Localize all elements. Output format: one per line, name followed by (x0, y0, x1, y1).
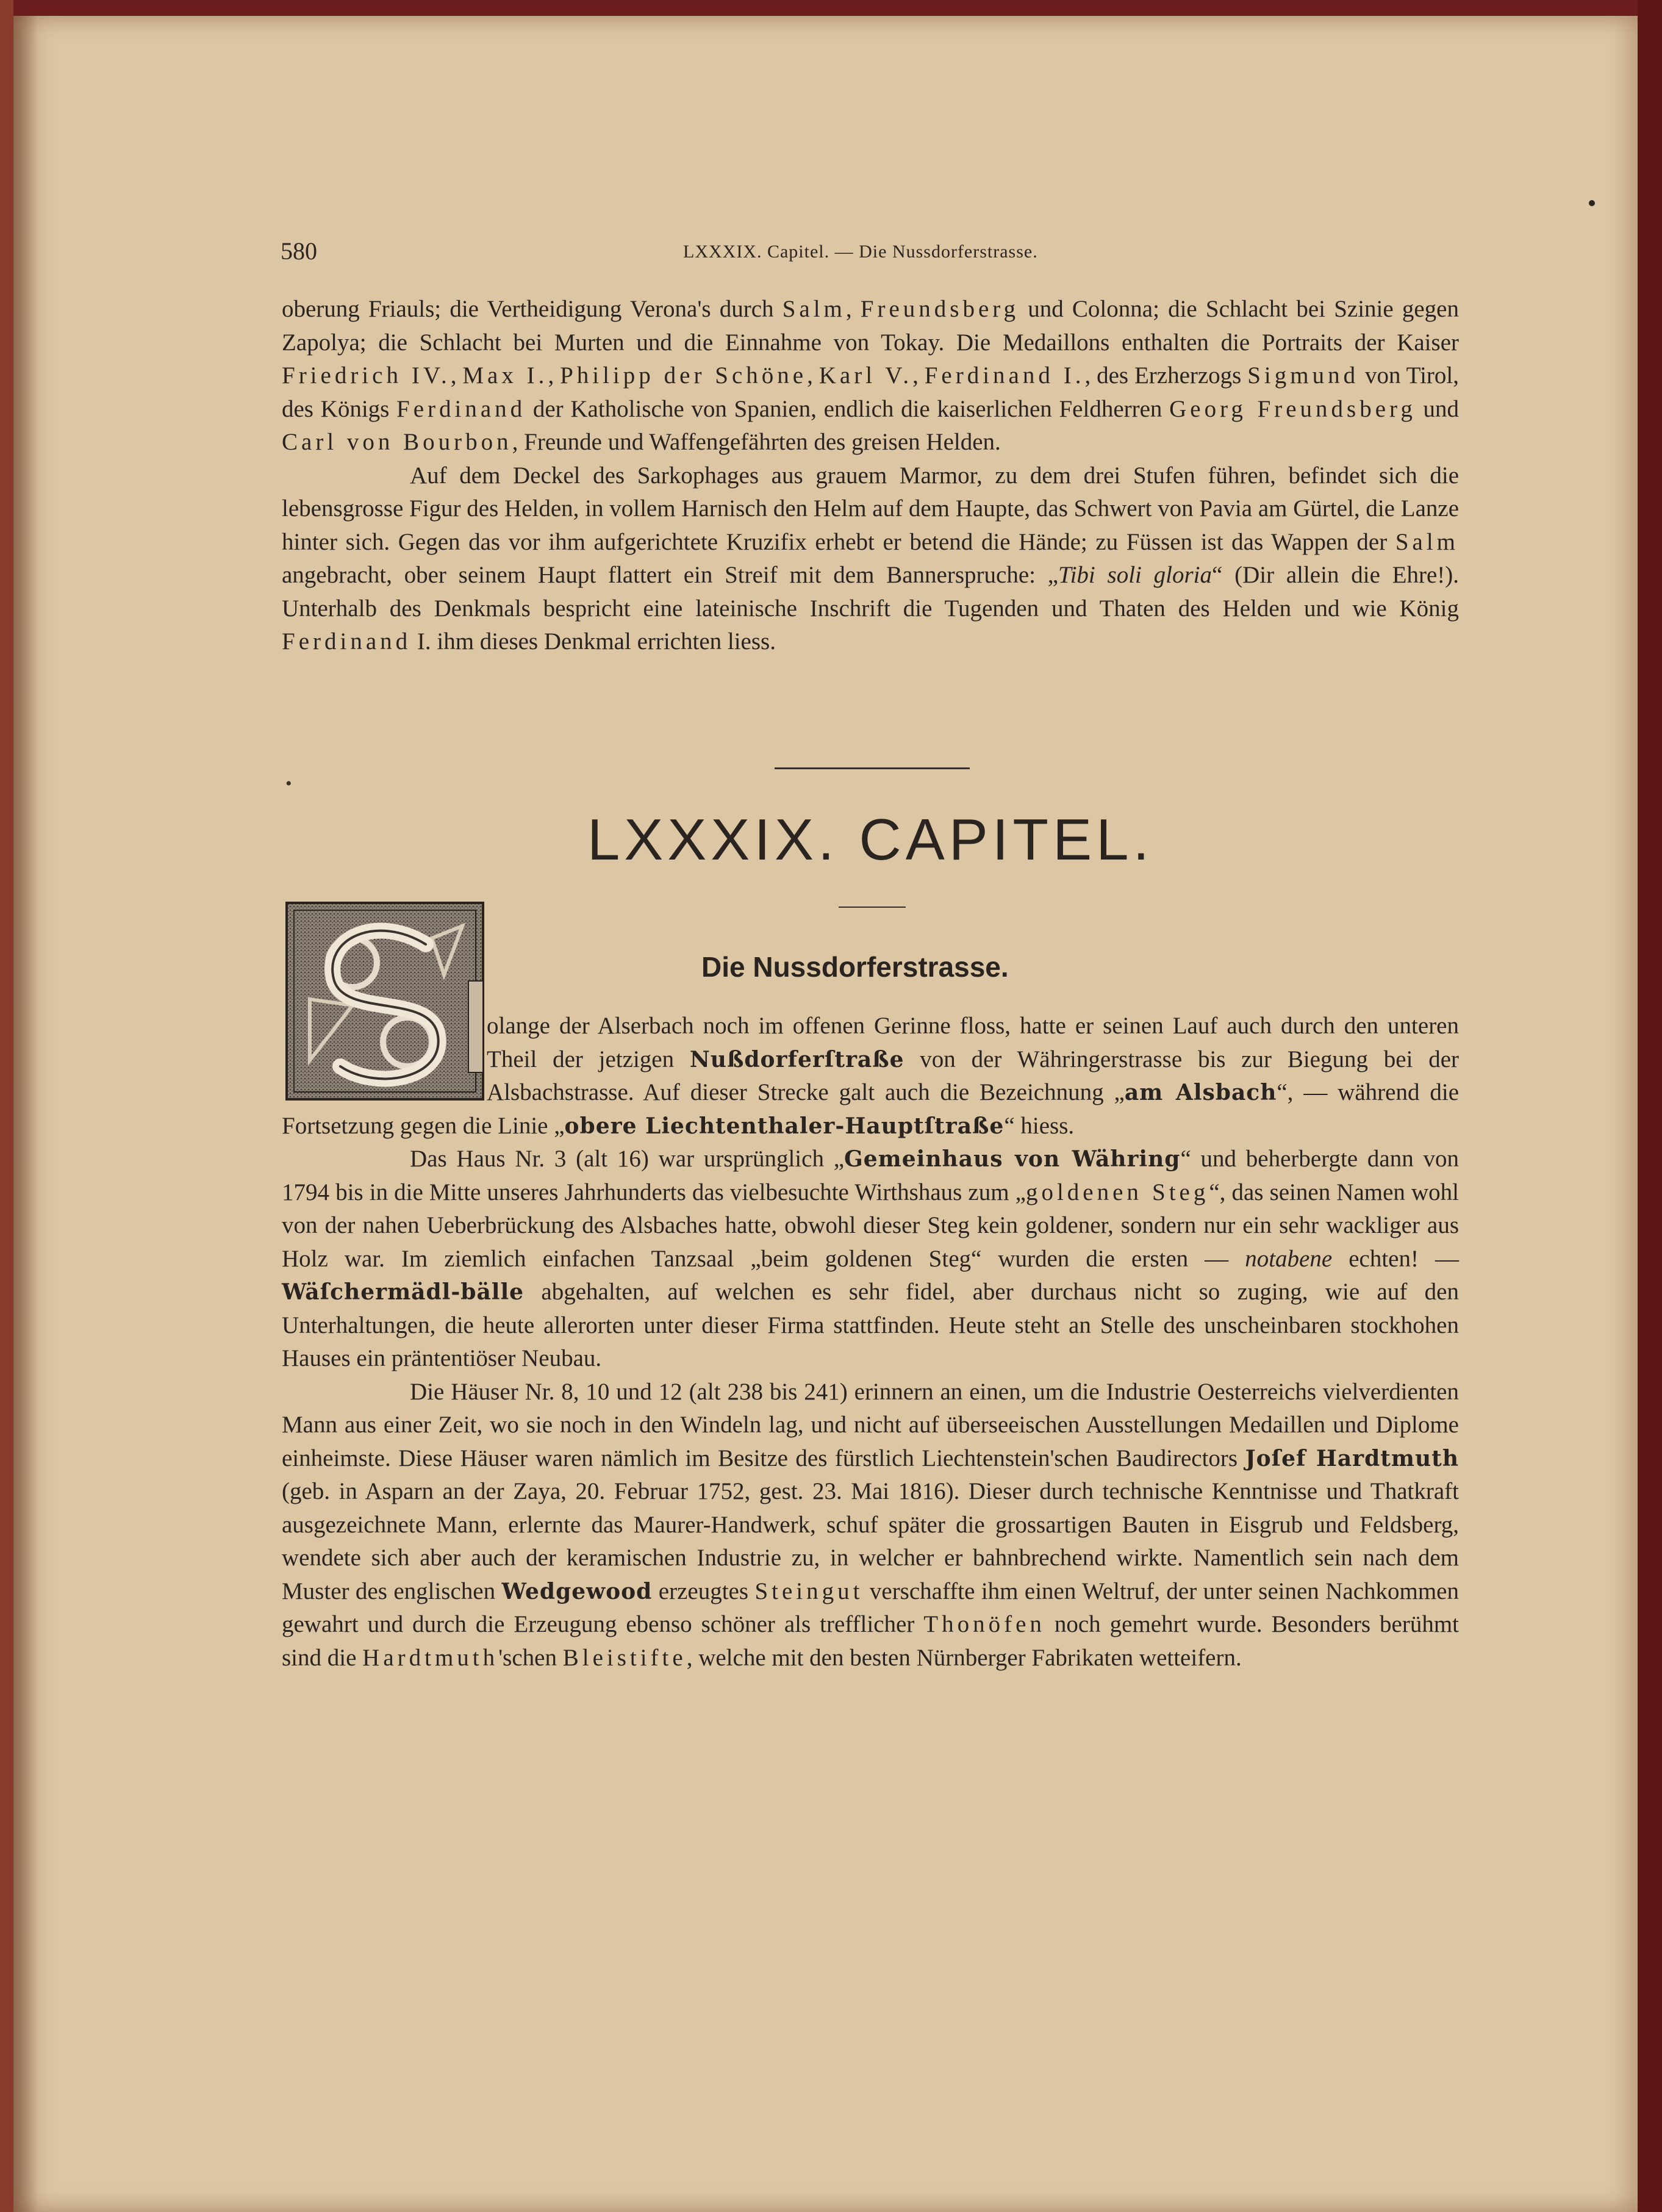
spaced-name: Salm (1395, 528, 1459, 555)
book-edge-right (1638, 0, 1662, 2212)
spaced-name: Sigmund (1247, 362, 1359, 389)
spaced-name: Karl V. (818, 362, 913, 389)
paragraph-hardtmuth: Die Häuser Nr. 8, 10 und 12 (alt 238 bis 241) erinnern an einen, um die Industrie Oesterreichs vielverdienten Mann aus einer Zeit, wo sie noch in den Windeln lag, und nicht auf überseeischen Ausstellungen Medaillen und Diplome einheimste. Diese Häuser waren nämlich im Besitze des fürstlich Liechtenstein'schen Baudirectors Joſef Hardtmuth (geb. in Asparn an der Zaya, 20. Februar 1752, gest. 23. Mai 1816). Dieser durch technische Kenntnisse und Thatkraft ausgezeichnete Mann, erlernte das Maurer-Handwerk, schuf später die grossartigen Bauten in Eisgrub und Feldsberg, wendete sich aber auch der keramischen Industrie zu, in welcher er bahnbrechend wirkte. Namentlich sein nach dem Muster des englischen Wedgewood erzeugtes Steingut verschaffte ihm einen Weltruf, der unter seinen Nachkommen gewahrt und durch die Erzeugung ebenso schöner als trefflicher Thonöfen noch gemehrt wurde. Besonders berühmt sind die Hardtmuth'schen Bleistifte, welche mit den besten Nürnberger Fabrikaten wetteifern. (282, 1378, 1459, 1671)
running-title: LXXXIX. Capitel. — Die Nussdorferstrasse. (683, 242, 1038, 262)
spaced-name: Hardtmuth (362, 1644, 499, 1671)
chapter-separator-rule (775, 767, 970, 769)
italic-word: notabene (1245, 1245, 1333, 1272)
chapter-body-text (282, 1010, 1459, 1675)
latin-motto: Tibi soli gloria (1058, 562, 1212, 588)
spaced-name: Max I. (462, 362, 548, 389)
spaced-name: Friedrich IV. (282, 362, 451, 389)
spaced-name: goldenen Steg (1025, 1179, 1209, 1205)
page-header (262, 237, 1482, 273)
spaced-name: Ferdinand (282, 628, 412, 655)
blackletter-street-name: Nußdorferſtraße (689, 1046, 904, 1072)
spaced-name: Georg Freundsberg (1169, 395, 1416, 422)
spaced-name: Carl von Bourbon (282, 429, 512, 455)
book-edge-left (0, 0, 13, 2212)
blackletter-street-name: obere Liechtenthaler-Hauptſtraße (564, 1113, 1005, 1139)
blackletter-event-name: Wäſchermädl-bälle (282, 1279, 525, 1305)
paragraph-haus-nr-3: Das Haus Nr. 3 (alt 16) war ursprünglich „Gemeinhaus von Währing“ und beherbergte dann von 1794 bis in die Mitte unseres Jahrhunderts das vielbesuchte Wirthshaus zum „goldenen Steg“, das seinen Namen wohl von der nahen Ueberbrückung des Alsbaches hatte, obwohl dieser Steg kein goldener, sondern nur ein sehr wackliger aus Holz war. Im ziemlich einfachen Tanzsaal „beim goldenen Steg“ wurden die ersten — notabene echten! — Wäſchermädl-bälle abgehalten, auf welchen es sehr fidel, aber durchaus nicht so zuging, wie auf den Unterhaltungen, die heute allerorten unter dieser Firma stattfinden. Heute steht an Stelle des unscheinbaren stockhohen Hauses ein präntentiöser Neubau. (282, 1146, 1459, 1371)
paragraph-sarcophagus: Auf dem Deckel des Sarkophages aus grauem Marmor, zu dem drei Stufen führen, befindet sich die lebensgrosse Figur des Helden, in vollem Harnisch den Helm auf dem Haupte, das Schwert von Pavia am Gürtel, die Lanze hinter sich. Gegen das vor ihm aufgerichtete Kruzifix erhebt er betend die Hände; zu Füssen ist das Wappen der Salm angebracht, ober seinem Haupt flattert ein Streif mit dem Bannerspruche: „Tibi soli gloria“ (Dir allein die Ehre!). Unterhalb des Denkmals bespricht eine lateinische Inschrift die Tugenden und Thaten des Helden und wie König Ferdinand I. ihm dieses Denkmal errichten liess. (282, 462, 1459, 655)
spaced-name: Ferdinand (396, 395, 526, 422)
blackletter-house-name: Gemeinhaus von Währing (844, 1146, 1181, 1172)
spaced-name: Ferdinand I. (924, 362, 1085, 389)
spaced-name: Philipp der Schöne (560, 362, 808, 389)
chapter-title: LXXXIX. CAPITEL. (587, 807, 1154, 872)
spaced-name: Steingut (754, 1578, 864, 1604)
blackletter-brand-name: Wedgewood (501, 1578, 653, 1604)
ink-dot (1589, 200, 1595, 206)
title-underline-rule (839, 907, 906, 908)
previous-chapter-text (282, 293, 1459, 659)
spaced-name: Salm (782, 296, 846, 322)
spaced-name: Bleistifte (562, 1644, 687, 1671)
spaced-name: Freundsberg (860, 296, 1020, 322)
blackletter-person-name: Joſef Hardtmuth (1245, 1445, 1459, 1471)
paragraph-monument-reliefs: oberung Friauls; die Vertheidigung Verona's durch Salm, Freundsberg und Colonna; die Schlacht bei Szinie gegen Zapolya; die Schlacht bei Murten und die Einnahme von Tokay. Die Medaillons enthalten die Portraits der Kaiser Friedrich IV., Max I., Philipp der Schöne, Karl V., Ferdinand I., des Erzherzogs Sigmund von Tirol, des Königs Ferdinand der Katholische von Spanien, endlich die kaiserlichen Feldherren Georg Freundsberg und Carl von Bourbon, Freunde und Waffengefährten des greisen Helden. (282, 296, 1460, 455)
page-gutter-shadow (13, 16, 38, 2212)
paragraph-alserbach: olange der Alserbach noch im offenen Gerinne floss, hatte er seinen Lauf auch durch den unteren Theil der jetzigen Nußdorferſtraße von der Währingerstrasse bis zur Biegung bei der Alsbachstrasse. Auf dieser Strecke galt auch die Bezeichnung „am Alsbach“, — während die Fortsetzung gegen die Linie „obere Liechtenthaler-Hauptſtraße“ hiess. (282, 1010, 1459, 1143)
blackletter-place-name: am Alsbach (1124, 1080, 1277, 1105)
page-number: 580 (281, 237, 317, 265)
section-title: Die Nussdorferstrasse. (701, 951, 1009, 983)
initial-float-space (282, 1010, 487, 1107)
stray-mark: • (285, 774, 292, 794)
spaced-name: Thonöfen (923, 1611, 1045, 1637)
